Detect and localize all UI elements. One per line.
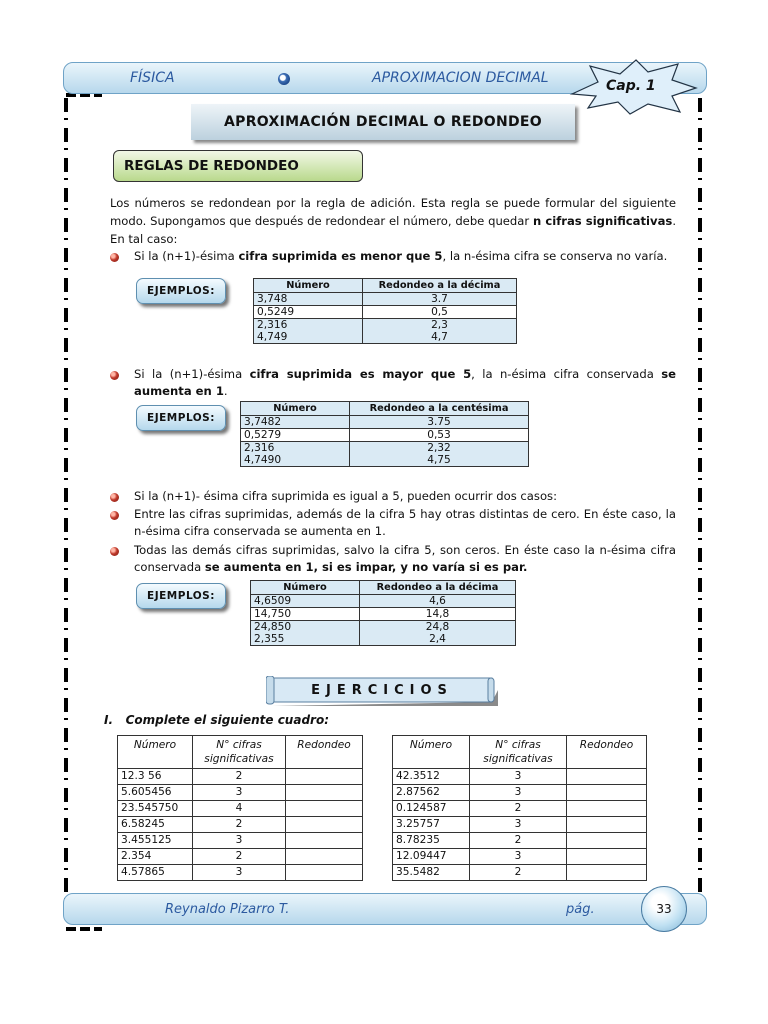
bullet-icon (110, 547, 119, 556)
column-header: Redondeo a la décima (360, 581, 516, 595)
table-cell: 14,750 (251, 608, 360, 621)
column-header: Redondeo a la décima (363, 279, 517, 293)
table-cell: 4,749 (254, 331, 363, 344)
right-border (698, 98, 702, 918)
table-cell: 12.09447 (393, 849, 470, 865)
page-title: APROXIMACIÓN DECIMAL O REDONDEO (191, 104, 575, 140)
table-row (393, 769, 647, 785)
footer-page-label: pág. (566, 902, 595, 917)
table-cell: 2 (193, 769, 286, 785)
table-cell: 35.5482 (393, 865, 470, 881)
table-cell: 2 (470, 833, 567, 849)
bullet-icon (110, 511, 119, 520)
table-cell: 0,5249 (254, 306, 363, 319)
rule-4: Entre las cifras suprimidas, además de la cifra 5 hay otras distintas de cero. En éste caso, la n-ésima cifra conservada se aumenta en 1. (134, 507, 676, 538)
table-cell: 3.7 (363, 293, 517, 306)
column-header: Redondeo (286, 736, 363, 769)
table-cell: 2 (470, 801, 567, 817)
table-cell: 3 (470, 817, 567, 833)
table-cell: 23.545750 (118, 801, 193, 817)
column-header: Número (118, 736, 193, 769)
table-cell: 4.57865 (118, 865, 193, 881)
table-row (118, 817, 363, 833)
table-cell: 3 (193, 865, 286, 881)
chapter-label: Cap. 1 (606, 78, 656, 94)
table-cell: 4,6509 (251, 595, 360, 608)
table-cell: 3 (470, 769, 567, 785)
footer-author: Reynaldo Pizarro T. (165, 902, 290, 917)
table-cell: 2,32 (350, 442, 529, 455)
bullet-icon (110, 253, 119, 262)
table-cell: 4,6 (360, 595, 516, 608)
table-cell: 3 (193, 785, 286, 801)
table-cell: 3 (193, 833, 286, 849)
column-header: N° cifras significativas (470, 736, 567, 769)
table-row (393, 801, 647, 817)
answer-cell[interactable] (567, 849, 647, 865)
rule-5: Todas las demás cifras suprimidas, salvo la cifra 5, son ceros. En éste caso la n-ésima cifra conservada se aumenta en 1, si es impar, y no varía si es par. (134, 543, 676, 574)
table-cell: 0,5279 (241, 429, 350, 442)
table-row (118, 785, 363, 801)
header-subject: FÍSICA (130, 70, 175, 86)
column-header: N° cifras significativas (193, 736, 286, 769)
table-cell: 4,7 (363, 331, 517, 344)
answer-cell[interactable] (567, 833, 647, 849)
column-header: Número (393, 736, 470, 769)
answer-cell[interactable] (286, 849, 363, 865)
answer-cell[interactable] (286, 865, 363, 881)
example-table-1 (253, 278, 517, 344)
table-cell: 3,748 (254, 293, 363, 306)
table-cell: 2 (193, 849, 286, 865)
table-cell: 2,316 (241, 442, 350, 455)
bullet-icon (110, 493, 119, 502)
column-header: Número (251, 581, 360, 595)
table-row (393, 785, 647, 801)
table-cell: 2.354 (118, 849, 193, 865)
bullet-icon (278, 73, 290, 85)
table-cell: 2,355 (251, 633, 360, 646)
column-header: Redondeo (567, 736, 647, 769)
table-cell: 2 (193, 817, 286, 833)
table-cell: 3,7482 (241, 416, 350, 429)
table-row (118, 865, 363, 881)
column-header: Número (254, 279, 363, 293)
page-footer (63, 893, 707, 925)
table-cell: 6.58245 (118, 817, 193, 833)
worksheet-table-right (392, 735, 647, 881)
table-row (393, 849, 647, 865)
table-row (393, 865, 647, 881)
intro-paragraph: Los números se redondean por la regla de adición. Esta regla se puede formular del siguiente modo. Supongamos que después de redondear el número, debe quedar n cifras significativas. En tal caso: (110, 196, 676, 246)
answer-cell[interactable] (286, 785, 363, 801)
table-cell: 2,4 (360, 633, 516, 646)
worksheet-table-left (117, 735, 363, 881)
table-cell: 2 (470, 865, 567, 881)
answer-cell[interactable] (567, 865, 647, 881)
table-cell: 2,3 (363, 319, 517, 332)
table-cell: 4,75 (350, 454, 529, 467)
table-cell: 5.605456 (118, 785, 193, 801)
examples-label: EJEMPLOS: (136, 583, 226, 609)
table-cell: 0,5 (363, 306, 517, 319)
table-cell: 12.3 56 (118, 769, 193, 785)
bottom-border-accent (66, 927, 102, 931)
table-cell: 2.87562 (393, 785, 470, 801)
rule-3: Si la (n+1)- ésima cifra suprimida es igual a 5, pueden ocurrir dos casos: (134, 489, 557, 503)
table-cell: 24,8 (360, 621, 516, 634)
left-border (64, 98, 68, 918)
table-cell: 4,7490 (241, 454, 350, 467)
table-cell: 3.455125 (118, 833, 193, 849)
answer-cell[interactable] (286, 801, 363, 817)
table-row (393, 817, 647, 833)
table-cell: 42.3512 (393, 769, 470, 785)
rule-2: Si la (n+1)-ésima cifra suprimida es mayor que 5, la n-ésima cifra conservada se aumenta en 1. (134, 367, 676, 398)
answer-cell[interactable] (567, 817, 647, 833)
table-row (393, 833, 647, 849)
answer-cell[interactable] (286, 833, 363, 849)
table-row (118, 849, 363, 865)
exercises-title: EJERCICIOS (311, 683, 453, 698)
answer-cell[interactable] (567, 801, 647, 817)
page-number: 33 (641, 886, 687, 932)
question-1: I. Complete el siguiente cuadro: (104, 713, 329, 727)
table-cell: 0.124587 (393, 801, 470, 817)
table-cell: 3 (470, 785, 567, 801)
table-cell: 3.75 (350, 416, 529, 429)
answer-cell[interactable] (286, 817, 363, 833)
table-row (118, 801, 363, 817)
examples-label: EJEMPLOS: (136, 278, 226, 304)
example-table-3 (250, 580, 516, 646)
examples-label: EJEMPLOS: (136, 405, 226, 431)
section-heading: REGLAS DE REDONDEO (113, 150, 363, 182)
column-header: Número (241, 402, 350, 416)
table-row (118, 833, 363, 849)
rule-1: Si la (n+1)-ésima cifra suprimida es menor que 5, la n-ésima cifra se conserva no varía. (134, 249, 668, 263)
table-cell: 14,8 (360, 608, 516, 621)
table-cell: 0,53 (350, 429, 529, 442)
column-header: Redondeo a la centésima (350, 402, 529, 416)
header-topic: APROXIMACION DECIMAL (372, 70, 549, 86)
table-cell: 2,316 (254, 319, 363, 332)
table-cell: 3.25757 (393, 817, 470, 833)
table-cell: 3 (470, 849, 567, 865)
answer-cell[interactable] (567, 785, 647, 801)
bullet-icon (110, 371, 119, 380)
answer-cell[interactable] (286, 769, 363, 785)
table-cell: 4 (193, 801, 286, 817)
answer-cell[interactable] (567, 769, 647, 785)
table-cell: 24,850 (251, 621, 360, 634)
table-row (118, 769, 363, 785)
example-table-2 (240, 401, 529, 467)
table-cell: 8.78235 (393, 833, 470, 849)
